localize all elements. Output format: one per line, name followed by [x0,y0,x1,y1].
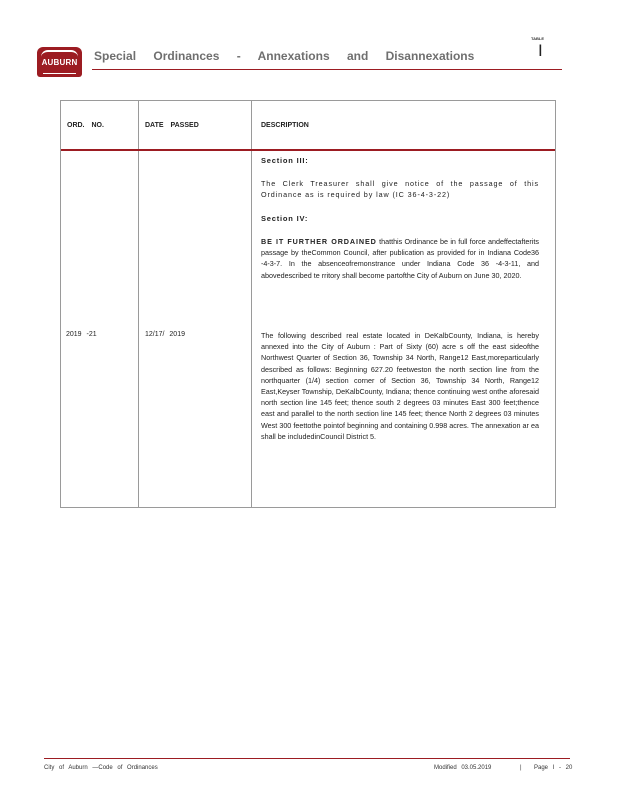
logo-roof-icon [41,50,78,57]
footer-separator: | [520,765,522,771]
auburn-logo [37,47,82,77]
footer-modified-date: Modified 03.05.2019 [434,765,492,771]
table-tag: TABLE [531,36,545,41]
header-divider [92,69,562,70]
column-header-description: DESCRIPTION [261,122,309,129]
section-iv-body: thatthis Ordinance be in full force andeffectafterits passage by theCommon Council, after publication as provided for in Indiana Code36 -4-3-7. In the absenceofremonstrance under Indiana Code 36 -4-3-11, and abovedescribed te rritory shall become partofthe City of Auburn on June 30, 2020. [261,237,539,280]
table-number: I [538,41,543,60]
logo-text: AUBURN [41,58,78,67]
section-iii-text: The Clerk Treasurer shall give notice of the passage of this Ordinance as is required by law (IC 36-4-3-22) [261,179,539,200]
footer-page-number: Page I - 20 [534,765,573,771]
page-title: Special Ordinances - Annexations and Disannexations [94,49,475,63]
logo-base-line [43,73,76,74]
row-ord-no: 2019 -21 [66,331,97,338]
column-header-ord-no: ORD. NO. [67,122,104,129]
section-iv-heading: Section IV: [261,214,309,223]
footer-divider [44,758,570,759]
section-iv-text [261,236,539,281]
row-date-passed: 12/17/ 2019 [145,331,185,338]
ordinance-table [60,100,556,508]
row-description: The following described real estate located in DeKalbCounty, Indiana, is hereby annexed into the City of Auburn : Part of Sixty (60) acre s off the east sideofthe Northwest Quarter of Section 36, Township 34 North, Range12 East,moreparticularly described as follows: Beginning 627.20 feetweston the north section line from the northquarter (1/4) section corner of Section 36, Township 34 North, Range12 East,Keyser Township, DeKalbCounty, Indiana; thence continuing west onthe aforesaid north section line 145 feet; thence south 2 degrees 03 minutes East 300 feet;thence east and parallel to the north section line 145 feet; thence North 2 degrees 03 minutes West 300 feettothe pointof beginning and containing 0.998 acres. The annexation ar ea shall be includedinCouncil District 5. [261,331,539,441]
section-iv-lead: BE IT FURTHER ORDAINED [261,237,377,246]
footer-code-title: City of Auburn —Code of Ordinances [44,765,158,771]
column-header-date-passed: DATE PASSED [145,122,199,129]
column-divider [251,101,252,507]
column-divider [138,101,139,507]
section-iii-heading: Section III: [261,156,309,165]
table-header-rule [61,149,555,151]
